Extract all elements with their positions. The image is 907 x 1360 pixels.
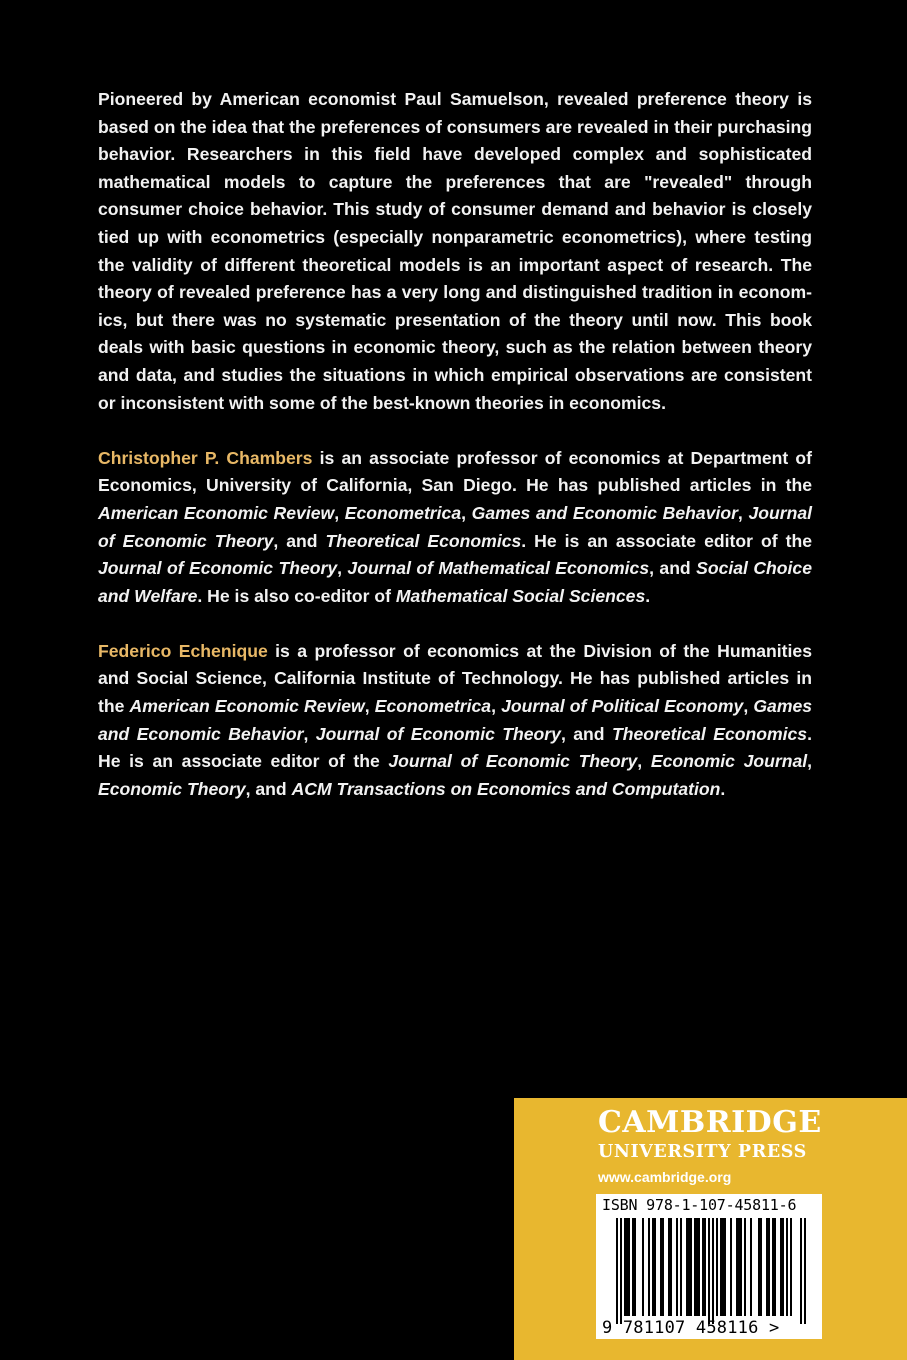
book-description: Pioneered by American economist Paul Samuelson, revealed preference theory is based on the idea that the preferences of consumers are revealed in their purchasing behavior. Researchers in this field have developed complex and sophisticated mathematical models to capture the preferences that are "revealed" through consumer choice behavior. This study of consumer demand and behavior is closely tied up with econometrics (especially nonparametric econometrics), where testing the validity of different theoretical models is an important aspect of research. The theory of revealed preference has a very long and distinguished tradition in economics, but there was no systematic presentation of the theory until now. This book deals with basic questions in economic theory, such as the relation between theory and data, and studies the situations in which empirical observations are consistent or inconsistent with some of the best-known theories in economics. (98, 89, 812, 413)
journal-title: Journal of Economic Theory (388, 751, 638, 772)
barcode-bar (744, 1218, 746, 1316)
publisher-logo: CAMBRIDGE (598, 1105, 822, 1140)
isbn-label: ISBN 978-1-107-45811-6 (602, 1196, 797, 1214)
journal-title: ACM Transactions on Economics and Computation (291, 778, 721, 799)
back-cover-text (98, 86, 812, 831)
journal-title: Theoretical Economics (325, 530, 522, 551)
barcode-bar (662, 1218, 664, 1316)
barcode-bar (696, 1218, 698, 1316)
barcode-bar (616, 1218, 618, 1324)
barcode-bar (652, 1218, 654, 1316)
publisher-subtitle: UNIVERSITY PRESS (598, 1142, 807, 1162)
author-bio-chambers: Christopher P. Chambers is an associate professor of economics at Department of Economics, University of California, San Diego. He has published articles in the American Economic Review, Econometrica, Games and Economic Behavior, Journal of Economic Theory, and Theoretical Economics. He is an associate editor of the Journal of Economic Theory, Journal of Mathematical Economics, and Social Choice and Welfare. He is also co-editor of Mathematical Social Sciences. (98, 447, 813, 606)
barcode-bar (730, 1218, 732, 1316)
barcode-bar (712, 1218, 714, 1324)
journal-title: American Economic Review (98, 502, 335, 523)
barcode-bar (632, 1218, 634, 1316)
journal-title: Journal of Economic Theory (315, 723, 561, 744)
barcode-bar (676, 1218, 678, 1316)
barcode-bar (738, 1218, 740, 1316)
barcode-bar (668, 1218, 670, 1316)
journal-title: Games and Economic Behavior (471, 502, 738, 523)
barcode-bar (680, 1218, 682, 1316)
journal-title: Journal of Mathematical Economics (347, 558, 650, 579)
barcode-bar (766, 1218, 768, 1316)
barcode-bar (654, 1218, 656, 1316)
barcode-bar (774, 1218, 776, 1316)
barcode-bar (786, 1218, 788, 1316)
barcode-bar (686, 1218, 688, 1316)
author-name-echenique: Federico Echenique (98, 640, 268, 661)
barcode-bar (724, 1218, 726, 1316)
barcode-bar (620, 1218, 622, 1324)
barcode-bar (628, 1218, 630, 1316)
barcode-bar (720, 1218, 722, 1316)
barcode-bar (736, 1218, 738, 1316)
journal-title: Econometrica (344, 502, 462, 523)
barcode-bar (768, 1218, 770, 1316)
barcode-bar (634, 1218, 636, 1316)
barcode-bar (740, 1218, 742, 1316)
barcode-bar (758, 1218, 760, 1316)
journal-title: Economic Journal (650, 751, 808, 772)
barcode-bar (716, 1218, 718, 1316)
barcode-bar (760, 1218, 762, 1316)
journal-title: Journal of Economic Theory (98, 502, 813, 551)
barcode-bar (772, 1218, 774, 1316)
barcode-bar (690, 1218, 692, 1316)
journal-title: Theoretical Economics (611, 723, 808, 744)
author-name-chambers: Christopher P. Chambers (98, 447, 313, 468)
barcode-digits: 9 781107 458116 > (602, 1318, 780, 1338)
publisher-panel (514, 1098, 907, 1360)
barcode-bar (800, 1218, 802, 1324)
barcode-bar (702, 1218, 704, 1316)
barcode-bar (780, 1218, 782, 1316)
barcode-bar (750, 1218, 752, 1316)
journal-title: Journal of Political Economy (501, 696, 744, 717)
journal-title: Social Choice and Welfare (98, 558, 812, 606)
journal-title: Journal of Economic Theory (98, 558, 338, 579)
barcode-bar (790, 1218, 792, 1316)
barcode-bar (642, 1218, 644, 1316)
barcode-bar (694, 1218, 696, 1316)
barcode-bar (648, 1218, 650, 1316)
barcode-bar (782, 1218, 784, 1316)
journal-title: American Economic Review (129, 696, 365, 717)
barcode-bar (626, 1218, 628, 1316)
barcode-bar (624, 1218, 626, 1316)
barcode-bar (670, 1218, 672, 1316)
journal-title: Economic Theory (98, 778, 246, 799)
barcode-bar (704, 1218, 706, 1316)
journal-title: Mathematical Social Sciences (395, 585, 646, 606)
barcode-bar (660, 1218, 662, 1316)
author-bio-echenique: Federico Echenique is a professor of economics at the Division of the Humanities and Social Science, California Institute of Technology. He has published articles in the American Economic Review, Econometrica, Journal of Political Economy, Games and Economic Behavior, Journal of Economic Theory, and Theoretical Economics. He is an associate editor of the Journal of Economic Theory, Economic Journal, Economic Theory, and ACM Transactions on Economics and Computation. (98, 640, 813, 799)
barcode-bar (698, 1218, 700, 1316)
barcode-bar (804, 1218, 806, 1324)
journal-title: Games and Economic Behavior (98, 696, 813, 744)
barcode-bar (722, 1218, 724, 1316)
publisher-url: www.cambridge.org (598, 1169, 732, 1185)
barcode-bar (708, 1218, 710, 1324)
journal-title: Econometrica (374, 696, 492, 717)
barcode-bar (688, 1218, 690, 1316)
barcode (596, 1194, 822, 1339)
